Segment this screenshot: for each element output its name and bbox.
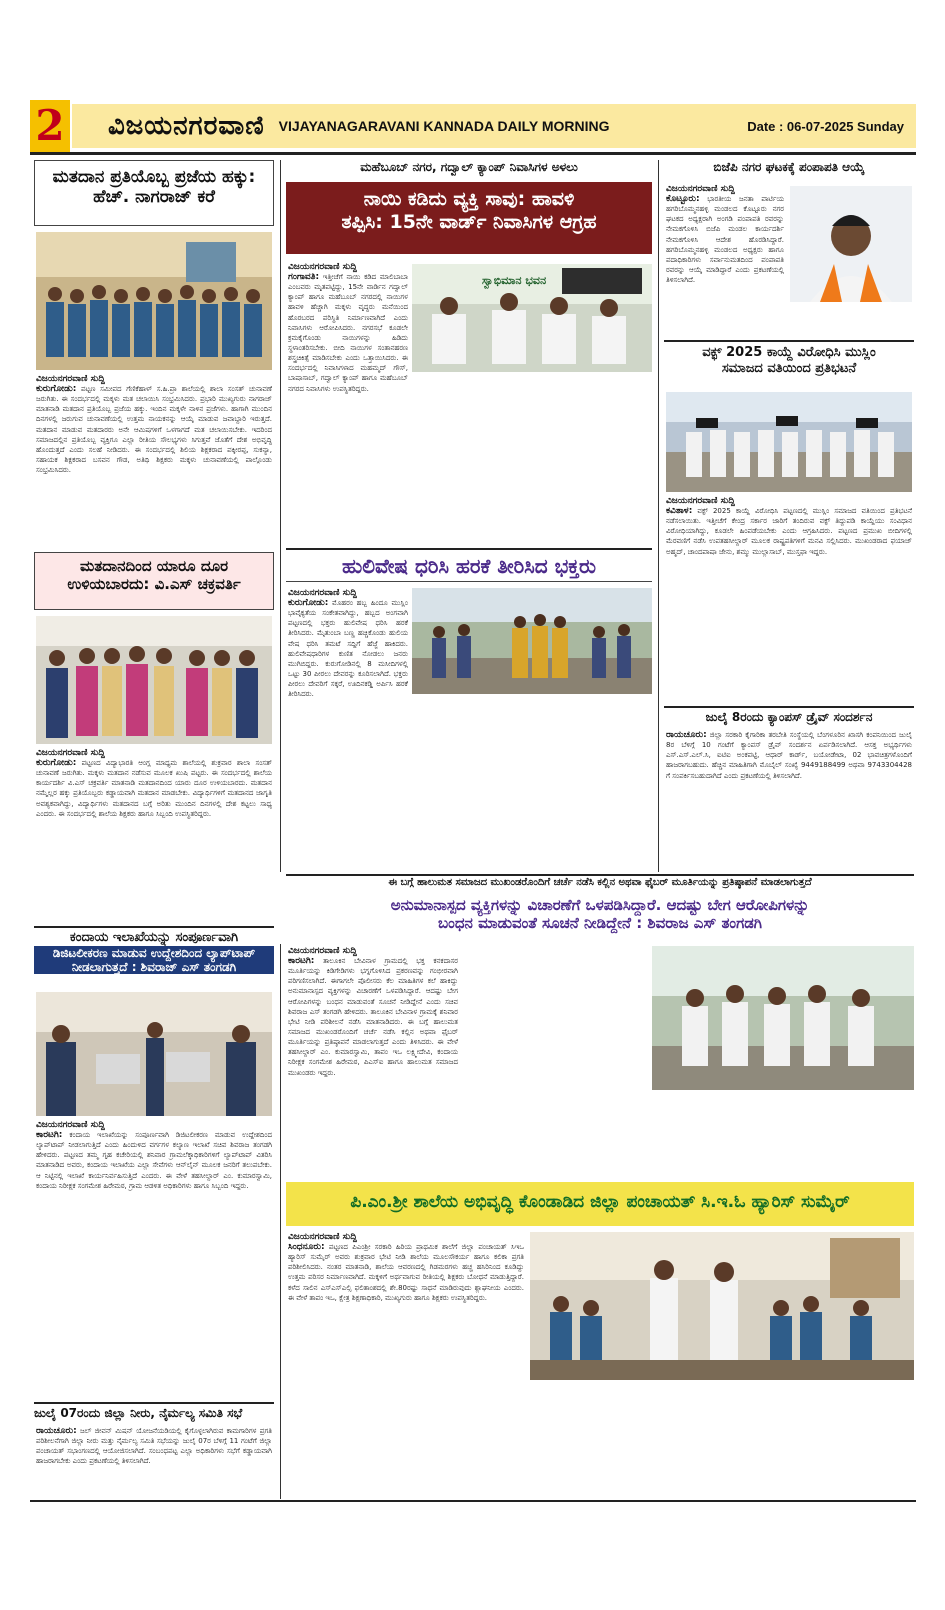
headline-voting: ಮತದಾನ ಪ್ರತಿಯೊಬ್ಬ ಪ್ರಜೆಯ ಹಕ್ಕು: ಹೆಚ್. ನಾಗರಾಜ್ ಕರೆ <box>34 160 274 226</box>
kicker-dogbite: ಮಹೆಬೂಬ್ ನಗರ, ಗದ್ವಾಲ್ ಕ್ಯಾಂಪ್ ನಿವಾಸಿಗಳ ಅಳಲು <box>360 160 578 174</box>
byline: ವಿಜಯನಗರವಾಣಿ ಸುದ್ದಿ <box>288 588 357 598</box>
headline-line: ಬಂಧನ ಮಾಡುವಂತೆ ಸೂಚನೆ ನೀಡಿದ್ದೇನೆ : ಶಿವರಾಜ ಎಸ್ ತಂಗಡಗಿ <box>438 914 762 932</box>
article-school-body-col1 <box>288 1232 524 1506</box>
headline-line: ಡಿಜಿಟಲೀಕರಣ ಮಾಡುವ ಉದ್ದೇಶದಿಂದ ಲ್ಯಾಪ್‌ಟಾಪ್ <box>34 946 274 960</box>
byline: ವಿಜಯನಗರವಾಣಿ ಸುದ್ದಿ <box>288 946 357 956</box>
article-bjp-body <box>666 184 784 344</box>
article-devotees-body-col1 <box>288 588 408 868</box>
headline-line: ವಕ್ಫ್ 2025 ಕಾಯ್ದೆ ವಿರೋಧಿಸಿ ಮುಸ್ಲಿಂ <box>702 345 876 360</box>
headline-line: ಕಂದಾಯ ಇಲಾಖೆಯನ್ನು ಸಂಪೂರ್ಣವಾಗಿ <box>69 930 239 945</box>
newspaper-title-english: VIJAYANAGARAVANI KANNADA DAILY MORNING <box>278 118 610 134</box>
column-divider <box>280 160 281 872</box>
article-text: ಇತ್ತೀಚೆಗೆ ನಾಯಿ ಕಡಿದ ಮಾಲಿಬಾಬಾ ಎಂಬವರು ಮೃತಪಟ್ಟಿದ್ದು, 15ನೇ ವಾರ್ಡಿನ ಗದ್ವಾಲ್ ಕ್ಯಾಂಪ್ ಹಾಗೂ ಮಹೆಬೂಬ್ ನಗರದಲ್ಲಿ ನಾಯಿಗಳ ಹಾವಳಿ ಹೆಚ್ಚಾಗಿ ಮಕ್ಕಳು ವೃದ್ಧರು ಮನೆಯಿಂದ ಹೊರಬರದ ಪರಿಸ್ಥಿತಿ ನಿರ್ಮಾಣವಾಗಿದೆ ಎಂದು ನಿವಾಸಿಗಳು ಆರೋಪಿಸಿದರು. ನಗರಸಭೆ ಕೂಡಲೇ ಕ್ರಮಕೈಗೊಂಡು ನಾಯಿಗಳನ್ನು ಹಿಡಿದು ಸ್ಥಳಾಂತರಿಸಬೇಕು. ಬೀದಿ ನಾಯಿಗಳ ಸಂತಾನಹರಣ ಶಸ್ತ್ರಚಿಕಿತ್ಸೆ ಮಾಡಿಸಬೇಕು ಎಂದು ಒತ್ತಾಯಿಸಿದರು. ಈ ಸಂದರ್ಭದಲ್ಲಿ ನಿವಾಸಿಗಳಾದ ಮಹಮ್ಮದ್ ಗೌಸ್, ಬಾಷಾಸಾಬ್, ಗದ್ವಾಲ್ ಕ್ಯಾಂಪ್ ಹಾಗೂ ಮಹೆಬೂಬ್ ನಗರದ ನಿವಾಸಿಗಳು ಉಪಸ್ಥಿತರಿದ್ದರು. <box>288 273 408 393</box>
headline-laptop <box>34 926 274 986</box>
article-chakravarthi-body <box>36 748 272 918</box>
photo-residents-meeting <box>412 264 652 372</box>
photo-minister-visit <box>652 946 914 1090</box>
banner-text: ಸ್ವಾಭಿಮಾನ ಭವನ <box>482 274 547 287</box>
headline-line: ತಪ್ಪಿಸಿ: 15ನೇ ವಾರ್ಡ್ ನಿವಾಸಿಗಳ ಆಗ್ರಹ <box>341 210 597 233</box>
article-text: ವಕ್ಫ್ 2025 ಕಾಯ್ದೆ ವಿರೋಧಿಸಿ ಪಟ್ಟಣದಲ್ಲಿ ಮುಸ್ಲಿಂ ಸಮಾಜದ ವತಿಯಿಂದ ಪ್ರತಿಭಟನೆ ನಡೆಸಲಾಯಿತು. ಇತ್ತೀಚೆಗೆ ಕೇಂದ್ರ ಸರ್ಕಾರ ಜಾರಿಗೆ ತಂದಿರುವ ವಕ್ಫ್ ತಿದ್ದುಪಡಿ ಕಾಯ್ದೆಯು ಸಂವಿಧಾನ ವಿರೋಧಿಯಾಗಿದ್ದು, ಕೂಡಲೇ ಹಿಂಪಡೆಯಬೇಕು ಎಂದು ಆಗ್ರಹಿಸಿದರು. ಪಟ್ಟಣದ ಪ್ರಮುಖ ಬೀದಿಗಳಲ್ಲಿ ಮೆರವಣಿಗೆ ನಡೆಸಿ ಉಪತಹಸೀಲ್ದಾರ್ ಮೂಲಕ ರಾಷ್ಟ್ರಪತಿಗಳಿಗೆ ಮನವಿ ಸಲ್ಲಿಸಿದರು. ಮುಖಂಡರಾದ ಫಯಾಜ್ ಅಹ್ಮದ್, ಚಾಂದಪಾಷಾ ಜೇನು, ಶಮ್ಮು ಮುಲ್ಲಾಸಾಬ್, ಮುಸ್ತಫಾ ಇದ್ದರು. <box>666 507 912 556</box>
headline-line: ಮತದಾನದಿಂದ ಯಾರೂ ದೂರ <box>79 557 229 575</box>
masthead <box>72 104 916 148</box>
dateline-place: ಕೊಟ್ಟೂರು: <box>666 194 700 204</box>
photo-vote-event <box>36 616 272 744</box>
byline: ವಿಜಯನಗರವಾಣಿ ಸುದ್ದಿ <box>36 1120 105 1130</box>
article-arrest-body-col2 <box>464 946 644 1176</box>
headline-line: ನೀಡಲಾಗುತ್ತದೆ : ಶಿವರಾಜ್ ಎಸ್ ತಂಗಡಗಿ <box>34 960 274 974</box>
photo-school-students <box>36 232 272 370</box>
headline-school: ಪಿ.ಎಂ.ಶ್ರೀ ಶಾಲೆಯ ಅಭಿವೃದ್ಧಿ ಕೊಂಡಾಡಿದ ಜಿಲ್ಲಾ ಪಂಚಾಯತ್ ಸಿ.ಇ.ಓ ಹ್ಯಾರಿಸ್ ಸುಮೈರ್ <box>286 1182 914 1226</box>
photo-tiger-dance <box>412 588 652 694</box>
newspaper-title-kannada: ವಿಜಯನಗರವಾಣಿ <box>108 110 265 141</box>
article-text: ಭಾರತೀಯ ಜನತಾ ಪಾರ್ಟಿಯ ಹಗರಿಬೊಮ್ಮನಹಳ್ಳಿ ಮಂಡಲದ ಕೊಟ್ಟೂರು ನಗರ ಘಟಕದ ಅಧ್ಯಕ್ಷರಾಗಿ ಅಂಗಡಿ ಪಂಪಾಪತಿ ರವರನ್ನು ನೇಮಕಗೊಳಿಸಿ ಬಿಜೆಪಿ ಮಂಡಲ ಕಾರ್ಯದರ್ಶಿ ನೇಮಕಗೊಳಿಸಿ ಆದೇಶ ಹೊರಡಿಸಿದ್ದಾರೆ. ಹಗರಿಬೊಮ್ಮನಹಳ್ಳಿ ಮಂಡಲದ ಅಧ್ಯಕ್ಷರು ಹಾಗೂ ಪದಾಧಿಕಾರಿಗಳು ಸರ್ವಾನುಮತದಿಂದ ಪಂಪಾಪತಿ ರವರನ್ನು ಆಯ್ಕೆ ಮಾಡಿದ್ದಾರೆ ಎಂದು ಪ್ರಕಟಣೆಯಲ್ಲಿ ತಿಳಿಸಲಾಗಿದೆ. <box>666 195 784 285</box>
dateline-place: ಕಾರಟಗಿ: <box>36 1130 63 1140</box>
byline: ವಿಜಯನಗರವಾಣಿ ಸುದ್ದಿ <box>288 1232 357 1242</box>
article-devotees-body-col2 <box>412 698 652 858</box>
article-text-continued <box>464 946 644 1176</box>
dateline-place: ಕವಿತಾಳ: <box>666 506 693 516</box>
headline-line: ಉಳಿಯಬಾರದು: ವಿ.ಎಸ್ ಚಕ್ರವರ್ತಿ <box>67 575 241 593</box>
article-school-body-col3 <box>724 1384 914 1496</box>
page-bottom-rule <box>30 1500 916 1502</box>
column-divider <box>280 944 281 1499</box>
photo-pampapathi <box>790 186 912 302</box>
article-dogbite-body-col2 <box>412 376 652 536</box>
article-waqf-body <box>666 496 912 676</box>
dateline-place: ಸಿಂಧನೂರು: <box>288 1242 325 1252</box>
article-arrest-body-col3 <box>652 1094 914 1174</box>
byline: ವಿಜಯನಗರವಾಣಿ ಸುದ್ದಿ <box>36 374 105 384</box>
dateline-place: ಕುರುಗೋಡು: <box>36 758 77 768</box>
article-text-continued <box>724 1384 914 1496</box>
dateline-place: ರಾಯಚೂರು: <box>666 730 707 740</box>
kicker-arrest: ಈ ಬಗ್ಗೆ ಹಾಲುಮತ ಸಮಾಜದ ಮುಖಂಡರೊಂದಿಗೆ ಚರ್ಚೆ ನಡೆಸಿ ಕಲ್ಲಿನ ಅಥವಾ ಫೈಬರ್ ಮೂರ್ತಿಯನ್ನು ಪ್ರತಿಷ್ಠಾಪನೆ ಮಾಡಲಾಗುತ್ತದೆ <box>286 874 914 890</box>
article-dogbite-body-col1 <box>288 262 408 452</box>
article-text: ಜಲ್ ಜೀವನ್ ಮಿಷನ್ ಯೋಜನೆಯಡಿಯಲ್ಲಿ ಕೈಗೊಳ್ಳಲಾಗಿರುವ ಕಾಮಗಾರಿಗಳ ಪ್ರಗತಿ ಪರಿಶೀಲನೆಗಾಗಿ ಜಿಲ್ಲಾ ನೀರು ಮತ್ತು ನೈರ್ಮಲ್ಯ ಸಮಿತಿ ಸಭೆಯನ್ನು ಜುಲೈ 07ರ ಬೆಳಿಗ್ಗೆ 11 ಗಂಟೆಗೆ ಜಿಲ್ಲಾ ಪಂಚಾಯತ್ ಸಭಾಂಗಣದಲ್ಲಿ ಆಯೋಜಿಸಲಾಗಿದೆ. ಸಂಬಂಧಪಟ್ಟ ಎಲ್ಲಾ ಅಧಿಕಾರಿಗಳು ಸಭೆಗೆ ಕಡ್ಡಾಯವಾಗಿ ಹಾಜರಾಗಬೇಕು ಎಂದು ಪ್ರಕಟಣೆಯಲ್ಲಿ ತಿಳಿಸಲಾಗಿದೆ. <box>36 1427 272 1466</box>
article-text-continued <box>652 1094 914 1174</box>
article-school-body-col2 <box>530 1384 716 1496</box>
headline-dogbite <box>286 182 652 254</box>
byline: ವಿಜಯನಗರವಾಣಿ ಸುದ್ದಿ <box>36 748 105 758</box>
article-text: ಪಟ್ಟಣದ ವಿದ್ಯಾಭಾರತಿ ಆಂಗ್ಲ ಮಾಧ್ಯಮ ಶಾಲೆಯಲ್ಲಿ ಶುಕ್ರವಾರ ಶಾಲಾ ಸಂಸತ್ ಚುನಾವಣೆ ಜರುಗಿತು. ಮಕ್ಕಳು ಮತದಾನ ನಡೆಸುವ ಮೂಲಕ ಖುಷಿ ಪಟ್ಟರು. ಈ ಸಂದರ್ಭದಲ್ಲಿ ಶಾಲೆಯ ಕಾರ್ಯದರ್ಶಿ ವಿ.ಎಸ್ ಚಕ್ರವರ್ತಿ ಮಾತನಾಡಿ ಮತದಾನದಿಂದ ಯಾರು ದೂರ ಉಳಿಯಬಾರದು. ಮತದಾನ ನಮ್ಮೆಲ್ಲರ ಹಕ್ಕು ಪ್ರತಿಯೊಬ್ಬರು ಕಡ್ಡಾಯವಾಗಿ ಮತದಾನ ಮಾಡಬೇಕು. ವಿದ್ಯಾರ್ಥಿಗಳಿಗೆ ಮತದಾನದ ಜಾಗೃತಿ ಅವಶ್ಯಕವಾಗಿದ್ದು, ವಿದ್ಯಾರ್ಥಿಗಳು ಮತದಾನದ ಬಗ್ಗೆ ಅರಿತು ಮುಂದಿನ ದಿನಗಳಲ್ಲಿ ದೇಶ ಕಟ್ಟಲು ಸಾಧ್ಯ ಎಂದರು. ಈ ಸಂದರ್ಭದಲ್ಲಿ ಶಾಲೆಯ ಶಿಕ್ಷಕರು ಹಾಗೂ ಸಿಬ್ಬಂದಿ ಉಪಸ್ಥಿತರಿದ್ದರು. <box>36 759 272 818</box>
headline-line: ನಾಯಿ ಕಡಿದು ವ್ಯಕ್ತಿ ಸಾವು: ಹಾವಳಿ <box>363 188 575 210</box>
page-number: 2 <box>30 100 70 152</box>
headline-bjp: ಬಿಜೆಪಿ ನಗರ ಘಟಕಕ್ಕೆ ಪಂಪಾಪತಿ ಆಯ್ಕೆ <box>713 160 865 174</box>
article-text: ಪಟ್ಟಣದ ಪಿಎಂಶ್ರೀ ಸರಕಾರಿ ಹಿರಿಯ ಪ್ರಾಥಮಿಕ ಶಾಲೆಗೆ ಜಿಲ್ಲಾ ಪಂಚಾಯತ್ ಸಿಇಒ ಹ್ಯಾರಿಸ್ ಸುಮೈರ್ ಅವರು ಶುಕ್ರವಾರ ಭೇಟಿ ನೀಡಿ ಶಾಲೆಯ ಮೂಲಸೌಕರ್ಯ ಹಾಗೂ ಕಲಿಕಾ ಪ್ರಗತಿ ಪರಿಶೀಲಿಸಿದರು. ನಂತರ ಮಾತನಾಡಿ, ಶಾಲೆಯ ಆವರಣದಲ್ಲಿ ಗಿಡಮರಗಳು ಹಚ್ಚ ಹಸಿರಿನಿಂದ ಕೂಡಿದ್ದು ಉತ್ತಮ ಪರಿಸರ ನಿರ್ಮಾಣವಾಗಿದೆ. ಮಕ್ಕಳಿಗೆ ಅರ್ಥವಾಗುವ ರೀತಿಯಲ್ಲಿ ಶಿಕ್ಷಕರು ಬೋಧನೆ ಮಾಡುತ್ತಿದ್ದಾರೆ. ಕಳೆದ ಸಾಲಿನ ಎಸ್ಎಸ್ಎಲ್ಸಿ ಫಲಿತಾಂಶದಲ್ಲಿ ಶೇ.80ರಷ್ಟು ಸಾಧನೆ ಮಾಡಿರುವುದು ಶ್ಲಾಘನೀಯ ಎಂದರು. ಈ ವೇಳೆ ತಾಪಂ ಇಒ, ಕ್ಷೇತ್ರ ಶಿಕ್ಷಣಾಧಿಕಾರಿ, ಮುಖ್ಯಗುರು ಹಾಗೂ ಶಿಕ್ಷಕರು ಉಪಸ್ಥಿತರಿದ್ದರು. <box>288 1243 524 1302</box>
photo-ceo-classroom <box>530 1232 914 1380</box>
photo-laptop-distribution <box>36 992 272 1116</box>
headline-line: ಸಮಾಜದ ವತಿಯಿಂದ ಪ್ರತಿಭಟನೆ <box>721 360 857 376</box>
dateline-place: ಕಾರಟಗಿ: <box>288 956 315 966</box>
byline: ವಿಜಯನಗರವಾಣಿ ಸುದ್ದಿ <box>666 184 735 194</box>
article-text-continued <box>530 1384 716 1496</box>
article-campus-body <box>666 730 912 864</box>
article-text: ಮೊಹರಂ ಹಬ್ಬ ಹಿಂದೂ ಮುಸ್ಲಿಂ ಭಾವೈಕ್ಯತೆಯ ಸಂಕೇತವಾಗಿದ್ದು, ಹಬ್ಬದ ಅಂಗವಾಗಿ ಪಟ್ಟಣದಲ್ಲಿ ಭಕ್ತರು ಹುಲಿವೇಷ ಧರಿಸಿ ಹರಕೆ ತೀರಿಸಿದರು. ಮೈತುಂಬಾ ಬಣ್ಣ ಹಚ್ಚಿಕೊಂಡು ಹುಲಿಯ ವೇಷ ಧರಿಸಿ ತಮಟೆ ಸದ್ದಿಗೆ ಹೆಜ್ಜೆ ಹಾಕಿದರು. ಹುಲಿವೇಷಧಾರಿಗಳ ಕುಣಿತ ನೋಡಲು ಜನರು ಮುಗಿಬಿದ್ದರು. ಕುರುಗೋಡಿನಲ್ಲಿ 8 ಮಸೀದಿಗಳಲ್ಲಿ ಒಟ್ಟು 30 ಪೀರಲು ದೇವರನ್ನು ಕೂರಿಸಲಾಗಿದೆ. ಭಕ್ತರು ಪೀರಲು ದೇವರಿಗೆ ಸಕ್ಕರೆ, ಊದಿನಕಡ್ಡಿ ಅರ್ಪಿಸಿ ಹರಕೆ ತೀರಿಸಿದರು. <box>288 599 408 699</box>
headline-arrest <box>286 894 914 942</box>
headline-campus-drive: ಜುಲೈ 8ರಂದು ಕ್ಯಾಂಪಸ್ ಡ್ರೈವ್ ಸಂದರ್ಶನ <box>664 706 914 726</box>
dateline-place: ಕುರುಗೋಡು: <box>288 598 329 608</box>
column-divider <box>658 160 659 872</box>
headline-devotees: ಹುಲಿವೇಷ ಧರಿಸಿ ಹರಕೆ ತೀರಿಸಿದ ಭಕ್ತರು <box>286 548 652 582</box>
article-text: ಪಟ್ಟಣ ಸಮೀಪದ ಗೆಣಿಕೆಹಾಳ್ ಸ.ಹಿ.ಪ್ರಾ ಶಾಲೆಯಲ್ಲಿ ಶಾಲಾ ಸಂಸತ್ ಚುನಾವಣೆ ಜರುಗಿತು. ಈ ಸಂದರ್ಭದಲ್ಲಿ ಮಕ್ಕಳು ಮತ ಚಲಾಯಿಸಿ ಸಂಭ್ರಮಿಸಿದರು. ಪ್ರಭಾರಿ ಮುಖ್ಯಗುರು ನಾಗರಾಜ್ ಮಾತನಾಡಿ ಮತದಾನ ಪ್ರತಿಯೊಬ್ಬ ಪ್ರಜೆಯ ಹಕ್ಕು. ಇಂದಿನ ಮಕ್ಕಳೇ ನಾಳಿನ ಪ್ರಜೆಗಳು. ಹಾಗಾಗಿ ಮುಂದಿನ ದಿನಗಳಲ್ಲಿ ಜರುಗುವ ಚುನಾವಣೆಯಲ್ಲಿ ಉತ್ತಮ ನಾಯಕನನ್ನು ಆಯ್ಕೆ ಮಾಡುವ ಜವಾಬ್ದಾರಿ ಇರುತ್ತದೆ. ಮತದಾನ ಮಾಡುವ ಮತದಾರರು ಅನೇ ಆಮಿಷಗಳಿಗೆ ಒಳಗಾಗದೆ ಮತ ಚಲಾಯಿಸಬೇಕು. ಇದರಿಂದ ಸಮಾಜದಲ್ಲಿನ ಪ್ರತಿಯೊಬ್ಬ ವ್ಯಕ್ತಿಗೂ ಎಲ್ಲಾ ರೀತಿಯ ಸೌಲಭ್ಯಗಳು ಸಿಗುತ್ತವೆ ಜೊತೆಗೆ ದೇಶ ಅಭಿವೃದ್ಧಿ ಹೊಂದುತ್ತದೆ ಎಂದು ಸಲಹೆ ನೀಡಿದರು. ಈ ಸಂದರ್ಭದಲ್ಲಿ ಶಿಲಿಯ ಶಿಕ್ಷಕರಾದ ಪಕ್ಕೀರಪ್ಪ, ಸುಕನ್ಯಾ, ಸಹಾಯಕ ಶಿಕ್ಷಕರಾದ ಬಸವನ ಗೌಡ, ಅತಿಥಿ ಶಿಕ್ಷಕರು ಮಕ್ಕಳು ಚುನಾವಣೆಯಲ್ಲಿ ಪಾಲ್ಗೊಂಡು ಸಂಭ್ರಮಿಸಿದರು. <box>36 385 272 475</box>
article-text: ಕಂದಾಯ ಇಲಾಖೆಯನ್ನು ಸಂಪೂರ್ಣವಾಗಿ ಡಿಜಿಟಲೀಕರಣ ಮಾಡುವ ಉದ್ದೇಶದಿಂದ ಲ್ಯಾಪ್‌ಟಾಪ್ ನೀಡಲಾಗುತ್ತಿದೆ ಎಂದು ಹಿಂದುಳಿದ ವರ್ಗಗಳ ಕಲ್ಯಾಣ ಇಲಾಖೆ ಸಚಿವ ಶಿವರಾಜ ತಂಗಡಗಿ ಹೇಳಿದರು. ಪಟ್ಟಣದ ತಮ್ಮ ಗೃಹ ಕಚೇರಿಯಲ್ಲಿ ಶನಿವಾರ ಗ್ರಾಮಲೆಕ್ಕಾಧಿಕಾರಿಗಳಿಗೆ ಲ್ಯಾಪ್‌ಟಾಪ್ ವಿತರಿಸಿ ಮಾತನಾಡಿದ ಅವರು, ಕಂದಾಯ ಇಲಾಖೆಯ ಎಲ್ಲಾ ಸೇವೆಗಳು ಆನ್‌ಲೈನ್ ಮೂಲಕ ಜನರಿಗೆ ತಲುಪಬೇಕು. ಆ ನಿಟ್ಟಿನಲ್ಲಿ ಇಲಾಖೆ ಕಾರ್ಯನಿರ್ವಹಿಸುತ್ತಿದೆ ಎಂದರು. ಈ ವೇಳೆ ತಹಸೀಲ್ದಾರ್ ಎಂ. ಕುಮಾರಸ್ವಾಮಿ, ಕಂದಾಯ ನಿರೀಕ್ಷಕ ಸಂಗಮೇಶ ಹಿರೇಮಠ, ಗ್ರಾಮ ಆಡಳಿತ ಅಧಿಕಾರಿಗಳು ಹಾಗೂ ಸಿಬ್ಬಂದಿ ಇದ್ದರು. <box>36 1131 272 1190</box>
article-text-continued <box>412 698 652 858</box>
headline-chakravarthi <box>34 552 274 610</box>
article-laptop-body <box>36 1120 272 1390</box>
headline-waqf <box>664 340 914 386</box>
dateline-place: ಕುರುಗೋಡು: <box>36 384 77 394</box>
dateline-place: ರಾಯಚೂರು: <box>36 1426 77 1436</box>
masthead-rule <box>30 152 916 155</box>
article-text: ಜಿಲ್ಲಾ ಸರಕಾರಿ ಕೈಗಾರಿಕಾ ತರಬೇತಿ ಸಂಸ್ಥೆಯಲ್ಲಿ ಬೆಂಗಳೂರಿನ ಖಾಸಗಿ ಕಂಪನಿಯಿಂದ ಜುಲೈ 8ರ ಬೆಳಿಗ್ಗೆ 10 ಗಂಟೆಗೆ ಕ್ಯಾಂಪಸ್ ಡ್ರೈವ್ ಸಂದರ್ಶನ ಏರ್ಪಡಿಸಲಾಗಿದೆ. ಆಸಕ್ತ ಅಭ್ಯರ್ಥಿಗಳು ಎಸ್.ಎಸ್.ಎಲ್.ಸಿ, ಐಟಿಐ ಅಂಕಪಟ್ಟಿ, ಆಧಾರ್ ಕಾರ್ಡ್, ಬಯೋಡೇಟಾ, 02 ಭಾವಚಿತ್ರಗಳೊಂದಿಗೆ ಹಾಜರಾಗಬಹುದು. ಹೆಚ್ಚಿನ ಮಾಹಿತಿಗಾಗಿ ಮೊಬೈಲ್ ಸಂಖ್ಯೆ 9449188499 ಅಥವಾ 9743304428 ಗೆ ಸಂಪರ್ಕಿಸಬಹುದಾಗಿದೆ ಎಂದು ಪ್ರಕಟಣೆಯಲ್ಲಿ ತಿಳಿಸಲಾಗಿದೆ. <box>666 731 912 780</box>
issue-date: Date : 06-07-2025 Sunday <box>747 118 904 134</box>
photo-waqf-protest <box>666 392 912 492</box>
article-voting-body <box>36 374 272 524</box>
byline: ವಿಜಯನಗರವಾಣಿ ಸುದ್ದಿ <box>288 262 357 272</box>
article-water-body <box>36 1426 272 1496</box>
byline: ವಿಜಯನಗರವಾಣಿ ಸುದ್ದಿ <box>666 496 735 506</box>
article-text-continued <box>412 376 652 536</box>
article-arrest-body-col1 <box>288 946 458 1186</box>
headline-water-committee: ಜುಲೈ 07ರಂದು ಜಿಲ್ಲಾ ನೀರು, ನೈರ್ಮಲ್ಯ ಸಮಿತಿ ಸಭೆ <box>34 1402 274 1422</box>
headline-line: ಅನುಮಾನಾಸ್ಪದ ವ್ಯಕ್ತಿಗಳನ್ನು ವಿಚಾರಣೆಗೆ ಒಳಪಡಿಸಿದ್ದಾರೆ. ಆದಷ್ಟು ಬೇಗ ಆರೋಪಿಗಳನ್ನು <box>390 896 810 914</box>
article-text: ತಾಲೂಕಿನ ಬೇವಿನಾಳ ಗ್ರಾಮದಲ್ಲಿ ಭಕ್ತ ಕನಕದಾಸರ ಮೂರ್ತಿಯನ್ನು ಕಿಡಿಗೇಡಿಗಳು ಭಗ್ನಗೊಳಿಸಿದ ಪ್ರಕರಣವನ್ನು ಗಂಭೀರವಾಗಿ ಪರಿಗಣಿಸಲಾಗಿದೆ. ಈಗಾಗಲೇ ಪೊಲೀಸರು ಕೆಲ ಮಾಹಿತಿಗಳ ಕಲೆ ಹಾಕಿದ್ದು ಅನುಮಾನಾಸ್ಪದ ವ್ಯಕ್ತಿಗಳನ್ನು ವಿಚಾರಣೆಗೆ ಒಳಪಡಿಸಿದ್ದಾರೆ. ಆದಷ್ಟು ಬೇಗ ಆರೋಪಿಗಳನ್ನು ಬಂಧನ ಮಾಡುವಂತೆ ಸೂಚನೆ ನೀಡಿದ್ದೇನೆ ಎಂದು ಸಚಿವ ಶಿವರಾಜ ಎಸ್ ತಂಗಡಗಿ ಹೇಳಿದರು. ತಾಲೂಕಿನ ಬೇವಿನಾಳ ಗ್ರಾಮಕ್ಕೆ ಶನಿವಾರ ಭೇಟಿ ನೀಡಿ ಪರಿಶೀಲನೆ ನಡೆಸಿ ಮಾತನಾಡಿದರು. ಈ ಬಗ್ಗೆ ಹಾಲುಮತ ಸಮಾಜದ ಮುಖಂಡರೊಂದಿಗೆ ಚರ್ಚೆ ನಡೆಸಿ ಕಲ್ಲಿನ ಅಥವಾ ಫೈಬರ್ ಮೂರ್ತಿಯನ್ನು ಪ್ರತಿಷ್ಠಾಪನೆ ಮಾಡಲಾಗುತ್ತದೆ ಎಂದು ತಿಳಿಸಿದರು. ಈ ವೇಳೆ ತಹಸೀಲ್ದಾರ್ ಎಂ. ಕುಮಾರಸ್ವಾಮಿ, ತಾಪಂ ಇಒ ಲಕ್ಷ್ಮೀದೇವಿ, ಕಂದಾಯ ನಿರೀಕ್ಷಕ ಸಂಗಮೇಶ ಹಿರೇಮಠ, ಪಿಎಸ್ಐ ಹಾಗೂ ಹಾಲುಮತ ಸಮಾಜದ ಮುಖಂಡರು ಇದ್ದರು. <box>288 957 458 1077</box>
dateline-place: ಗಂಗಾವತಿ: <box>288 272 320 282</box>
